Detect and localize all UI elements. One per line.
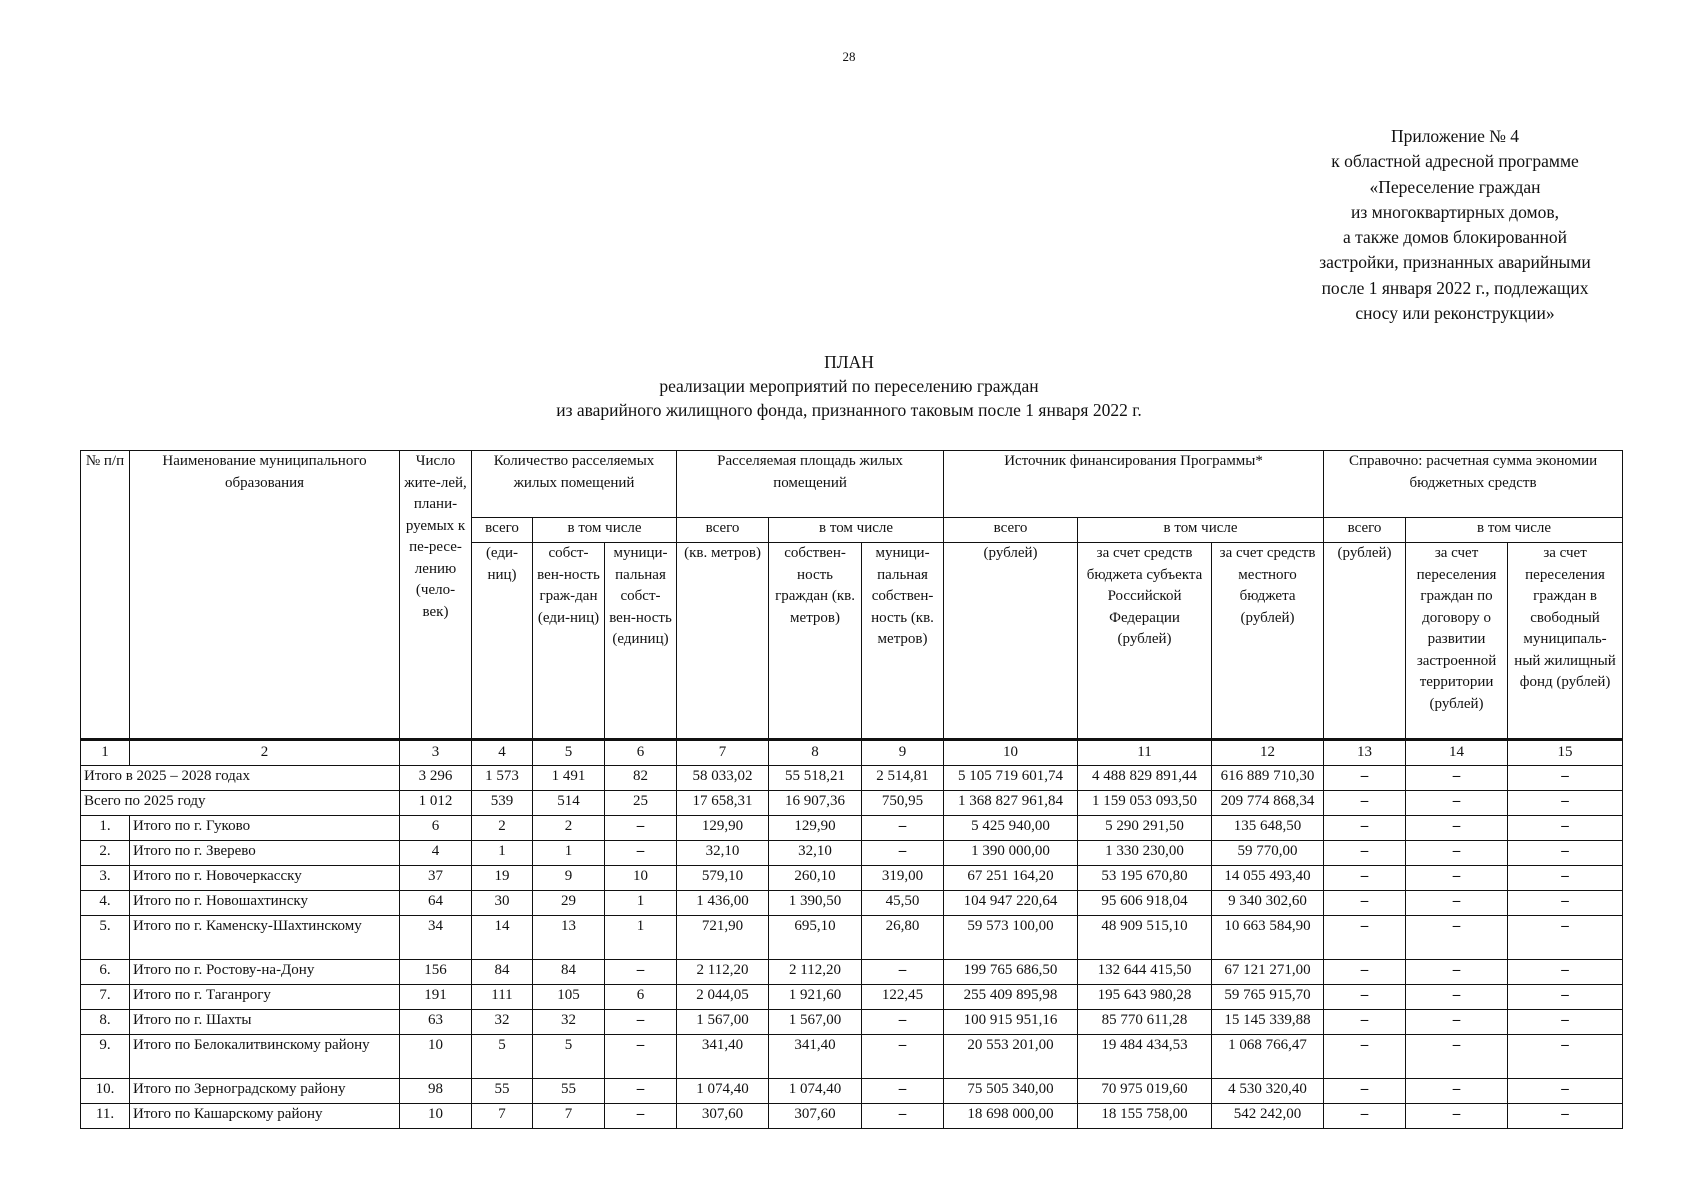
table-cell: 1	[605, 916, 677, 960]
plan-title: ПЛАН	[824, 352, 874, 372]
row-number: 3.	[81, 866, 130, 891]
table-cell: 2 112,20	[769, 960, 862, 985]
table-cell: 85 770 611,28	[1078, 1010, 1212, 1035]
table-cell: –	[1508, 766, 1623, 791]
table-cell: 84	[472, 960, 533, 985]
table-cell: 319,00	[862, 866, 944, 891]
appendix-header	[1290, 124, 1620, 326]
header-savings-total: всего	[1324, 518, 1406, 543]
header-savings-group: Справочно: расчетная сумма экономии бюджетных средств	[1324, 451, 1623, 518]
municipality-name: Итого по г. Ростову-на-Дону	[130, 960, 400, 985]
row-number: 10.	[81, 1079, 130, 1104]
table-cell: 1 074,40	[677, 1079, 769, 1104]
table-cell: 1	[472, 841, 533, 866]
plan-subtitle: из аварийного жилищного фонда, признанного таковым после 1 января 2022 г.	[556, 400, 1142, 420]
table-cell: 6	[400, 816, 472, 841]
table-cell: 100 915 951,16	[944, 1010, 1078, 1035]
table-cell: 129,90	[769, 816, 862, 841]
appendix-line: а также домов блокированной	[1342, 227, 1568, 248]
table-cell: 341,40	[677, 1035, 769, 1079]
appendix-line: «Переселение граждан	[1369, 176, 1541, 197]
table-cell: 10	[400, 1104, 472, 1129]
table-cell: 2 112,20	[677, 960, 769, 985]
header-finance-local: за счет средств местного бюджета (рублей)	[1212, 543, 1324, 740]
table-cell: 5	[533, 1035, 605, 1079]
table-cell: 4	[400, 841, 472, 866]
table-cell: –	[1406, 841, 1508, 866]
table-cell: 1 368 827 961,84	[944, 791, 1078, 816]
table-cell: –	[1324, 916, 1406, 960]
table-cell: –	[1324, 1010, 1406, 1035]
table-body	[81, 740, 1623, 1129]
municipality-name: Итого по г. Гуково	[130, 816, 400, 841]
municipality-name: Итого по Зерноградскому району	[130, 1079, 400, 1104]
table-cell: 59 765 915,70	[1212, 985, 1324, 1010]
table-cell: 1 330 230,00	[1078, 841, 1212, 866]
table-cell: –	[862, 1104, 944, 1129]
table-cell: –	[1406, 791, 1508, 816]
table-cell: 10 663 584,90	[1212, 916, 1324, 960]
table-cell: –	[862, 816, 944, 841]
table-cell: –	[605, 1104, 677, 1129]
table-cell: –	[1508, 791, 1623, 816]
table-cell: –	[1406, 985, 1508, 1010]
municipality-name: Итого по г. Зверево	[130, 841, 400, 866]
table-cell: 63	[400, 1010, 472, 1035]
appendix-line: застройки, признанных аварийными	[1319, 252, 1591, 273]
table-cell: –	[1324, 985, 1406, 1010]
header-residents: Число жите-лей, плани-руемых к пе-ресе-лению (чело-век)	[400, 451, 472, 740]
table-cell: 20 553 201,00	[944, 1035, 1078, 1079]
table-cell: 45,50	[862, 891, 944, 916]
table-cell: –	[1508, 1035, 1623, 1079]
table-cell: 209 774 868,34	[1212, 791, 1324, 816]
table-row	[81, 1035, 1623, 1079]
table-cell: 255 409 895,98	[944, 985, 1078, 1010]
table-cell: 4 530 320,40	[1212, 1079, 1324, 1104]
table-cell: 32	[533, 1010, 605, 1035]
municipality-name: Итого по г. Новошахтинску	[130, 891, 400, 916]
table-cell: –	[862, 841, 944, 866]
table-cell: –	[862, 960, 944, 985]
header-savings-units: (рублей)	[1324, 543, 1406, 740]
table-cell: 30	[472, 891, 533, 916]
table-cell: 19 484 434,53	[1078, 1035, 1212, 1079]
table-cell: –	[1406, 1104, 1508, 1129]
table-cell: –	[1508, 916, 1623, 960]
appendix-line: Приложение № 4	[1390, 126, 1520, 146]
table-cell: 104 947 220,64	[944, 891, 1078, 916]
table-cell: 6	[605, 985, 677, 1010]
table-cell: 59 770,00	[1212, 841, 1324, 866]
table-cell: 58 033,02	[677, 766, 769, 791]
table-cell: 19	[472, 866, 533, 891]
table-row	[81, 1010, 1623, 1035]
table-cell: 616 889 710,30	[1212, 766, 1324, 791]
table-cell: 579,10	[677, 866, 769, 891]
table-cell: 1	[533, 841, 605, 866]
table-cell: 5 105 719 601,74	[944, 766, 1078, 791]
table-cell: 307,60	[769, 1104, 862, 1129]
table-cell: 105	[533, 985, 605, 1010]
header-finance-including: в том числе	[1078, 518, 1324, 543]
table-cell: 18 155 758,00	[1078, 1104, 1212, 1129]
header-area-including: в том числе	[769, 518, 944, 543]
table-cell: 191	[400, 985, 472, 1010]
table-row	[81, 1079, 1623, 1104]
table-cell: 53 195 670,80	[1078, 866, 1212, 891]
table-cell: 14 055 493,40	[1212, 866, 1324, 891]
table-cell: –	[1324, 960, 1406, 985]
table-cell: 14	[472, 916, 533, 960]
column-number: 5	[533, 740, 605, 766]
column-number: 6	[605, 740, 677, 766]
table-cell: 721,90	[677, 916, 769, 960]
municipality-name: Итого по г. Каменску-Шахтинскому	[130, 916, 400, 960]
municipality-name: Итого по Кашарскому району	[130, 1104, 400, 1129]
header-count-total: всего	[472, 518, 533, 543]
column-number: 12	[1212, 740, 1324, 766]
table-cell: 1 491	[533, 766, 605, 791]
table-cell: –	[1508, 1104, 1623, 1129]
table-cell: 17 658,31	[677, 791, 769, 816]
table-cell: 2	[472, 816, 533, 841]
table-cell: 2	[533, 816, 605, 841]
column-number: 14	[1406, 740, 1508, 766]
header-count-units: (еди-ниц)	[472, 543, 533, 740]
table-cell: 67 251 164,20	[944, 866, 1078, 891]
table-cell: –	[1324, 791, 1406, 816]
table-cell: 3 296	[400, 766, 472, 791]
column-number: 11	[1078, 740, 1212, 766]
table-cell: 16 907,36	[769, 791, 862, 816]
table-cell: 199 765 686,50	[944, 960, 1078, 985]
appendix-line: сносу или реконструкции»	[1355, 303, 1555, 324]
table-cell: 9	[533, 866, 605, 891]
column-number: 3	[400, 740, 472, 766]
table-row	[81, 816, 1623, 841]
header-count-including: в том числе	[533, 518, 677, 543]
table-cell: 122,45	[862, 985, 944, 1010]
header-finance-group: Источник финансирования Программы*	[944, 451, 1324, 518]
table-cell: 1 567,00	[769, 1010, 862, 1035]
table-cell: 1 012	[400, 791, 472, 816]
table-cell: 32,10	[769, 841, 862, 866]
table-cell: –	[605, 1010, 677, 1035]
table-cell: 59 573 100,00	[944, 916, 1078, 960]
table-cell: 82	[605, 766, 677, 791]
table-cell: 1 921,60	[769, 985, 862, 1010]
table-cell: 2 514,81	[862, 766, 944, 791]
table-cell: 2 044,05	[677, 985, 769, 1010]
table-cell: –	[1508, 1010, 1623, 1035]
table-cell: –	[1324, 1035, 1406, 1079]
table-cell: 75 505 340,00	[944, 1079, 1078, 1104]
table-cell: 70 975 019,60	[1078, 1079, 1212, 1104]
table-cell: –	[1324, 866, 1406, 891]
header-num: № п/п	[81, 451, 130, 740]
appendix-line: к областной адресной программе	[1331, 151, 1579, 172]
table-cell: –	[1508, 1079, 1623, 1104]
table-cell: 1 390,50	[769, 891, 862, 916]
table-cell: –	[862, 1079, 944, 1104]
table-cell: 260,10	[769, 866, 862, 891]
table-cell: –	[862, 1035, 944, 1079]
table-cell: –	[1324, 841, 1406, 866]
column-number: 1	[81, 740, 130, 766]
table-cell: 5 425 940,00	[944, 816, 1078, 841]
header-area-total: всего	[677, 518, 769, 543]
header-savings-free-fund: за счет переселения граждан в свободный муниципаль-ный жилищный фонд (рублей)	[1508, 543, 1623, 740]
table-cell: 1 074,40	[769, 1079, 862, 1104]
table-cell: 341,40	[769, 1035, 862, 1079]
table-cell: –	[1324, 891, 1406, 916]
table-row	[81, 916, 1623, 960]
table-cell: 1 567,00	[677, 1010, 769, 1035]
table-cell: –	[1508, 816, 1623, 841]
summary-label: Всего по 2025 году	[81, 791, 400, 816]
column-number: 7	[677, 740, 769, 766]
table-cell: –	[1406, 866, 1508, 891]
table-cell: 9 340 302,60	[1212, 891, 1324, 916]
table-cell: 695,10	[769, 916, 862, 960]
table-cell: 1 390 000,00	[944, 841, 1078, 866]
row-number: 9.	[81, 1035, 130, 1079]
table-cell: 98	[400, 1079, 472, 1104]
table-cell: 95 606 918,04	[1078, 891, 1212, 916]
table-row	[81, 841, 1623, 866]
header-finance-units: (рублей)	[944, 543, 1078, 740]
row-number: 5.	[81, 916, 130, 960]
plan-subtitle: реализации мероприятий по переселению граждан	[659, 376, 1039, 396]
table-cell: 514	[533, 791, 605, 816]
row-number: 1.	[81, 816, 130, 841]
municipality-name: Итого по г. Шахты	[130, 1010, 400, 1035]
column-number: 2	[130, 740, 400, 766]
table-cell: –	[1406, 891, 1508, 916]
table-cell: 1 159 053 093,50	[1078, 791, 1212, 816]
summary-row	[81, 791, 1623, 816]
table-cell: –	[1324, 816, 1406, 841]
row-number: 8.	[81, 1010, 130, 1035]
table-cell: –	[605, 816, 677, 841]
table-cell: 13	[533, 916, 605, 960]
table-cell: –	[1508, 985, 1623, 1010]
table-cell: 135 648,50	[1212, 816, 1324, 841]
header-finance-total: всего	[944, 518, 1078, 543]
table-cell: 7	[533, 1104, 605, 1129]
table-cell: –	[1508, 960, 1623, 985]
column-number: 15	[1508, 740, 1623, 766]
table-cell: 15 145 339,88	[1212, 1010, 1324, 1035]
table-row	[81, 866, 1623, 891]
table-cell: –	[1324, 766, 1406, 791]
table-cell: –	[1406, 916, 1508, 960]
table-cell: 29	[533, 891, 605, 916]
table-cell: 64	[400, 891, 472, 916]
header-finance-federal: за счет средств бюджета субъекта Российской Федерации (рублей)	[1078, 543, 1212, 740]
table-cell: –	[1406, 1079, 1508, 1104]
row-number: 6.	[81, 960, 130, 985]
table-cell: 84	[533, 960, 605, 985]
header-area-units: (кв. метров)	[677, 543, 769, 740]
table-cell: 542 242,00	[1212, 1104, 1324, 1129]
table-cell: 307,60	[677, 1104, 769, 1129]
table-row	[81, 1104, 1623, 1129]
row-number: 11.	[81, 1104, 130, 1129]
column-number: 13	[1324, 740, 1406, 766]
table-row	[81, 891, 1623, 916]
table-cell: 55	[533, 1079, 605, 1104]
column-number: 9	[862, 740, 944, 766]
table-cell: –	[1406, 816, 1508, 841]
column-numbers-row	[81, 740, 1623, 766]
column-number: 4	[472, 740, 533, 766]
table-cell: 55 518,21	[769, 766, 862, 791]
table-cell: –	[1406, 1010, 1508, 1035]
appendix-line: из многоквартирных домов,	[1351, 201, 1559, 222]
table-cell: 48 909 515,10	[1078, 916, 1212, 960]
table-row	[81, 960, 1623, 985]
table-cell: 4 488 829 891,44	[1078, 766, 1212, 791]
row-number: 4.	[81, 891, 130, 916]
table-cell: –	[1406, 960, 1508, 985]
header-area-municipal: муници-пальная собствен-ность (кв. метров)	[862, 543, 944, 740]
table-cell: 156	[400, 960, 472, 985]
header-count-municipal: муници-пальная собст-вен-ность (единиц)	[605, 543, 677, 740]
row-number: 7.	[81, 985, 130, 1010]
table-cell: 195 643 980,28	[1078, 985, 1212, 1010]
municipality-name: Итого по г. Новочеркасску	[130, 866, 400, 891]
table-cell: 10	[605, 866, 677, 891]
table-cell: 1	[605, 891, 677, 916]
plan-table	[80, 450, 1623, 1129]
table-cell: 32,10	[677, 841, 769, 866]
table-cell: 55	[472, 1079, 533, 1104]
table-cell: 132 644 415,50	[1078, 960, 1212, 985]
table-cell: –	[1406, 766, 1508, 791]
page-number: 28	[842, 49, 856, 64]
table-cell: 111	[472, 985, 533, 1010]
table-cell: –	[862, 1010, 944, 1035]
summary-label: Итого в 2025 – 2028 годах	[81, 766, 400, 791]
table-cell: 34	[400, 916, 472, 960]
table-cell: –	[1508, 891, 1623, 916]
table-cell: –	[1508, 866, 1623, 891]
table-cell: 5 290 291,50	[1078, 816, 1212, 841]
table-cell: 18 698 000,00	[944, 1104, 1078, 1129]
appendix-line: после 1 января 2022 г., подлежащих	[1321, 277, 1589, 298]
municipality-name: Итого по Белокалитвинскому району	[130, 1035, 400, 1079]
table-cell: –	[605, 841, 677, 866]
row-number: 2.	[81, 841, 130, 866]
table-row	[81, 985, 1623, 1010]
table-cell: 37	[400, 866, 472, 891]
table-cell: –	[605, 1035, 677, 1079]
table-cell: –	[1324, 1079, 1406, 1104]
table-cell: 5	[472, 1035, 533, 1079]
table-cell: –	[605, 960, 677, 985]
municipality-name: Итого по г. Таганрогу	[130, 985, 400, 1010]
table-cell: 750,95	[862, 791, 944, 816]
column-number: 8	[769, 740, 862, 766]
table-header	[81, 451, 1623, 740]
header-count-private: собст-вен-ность граж-дан (еди-ниц)	[533, 543, 605, 740]
header-savings-development: за счет переселения граждан по договору о развитии застроенной территории (рублей)	[1406, 543, 1508, 740]
table-cell: 1 573	[472, 766, 533, 791]
table-cell: –	[605, 1079, 677, 1104]
header-area-private: собствен-ность граждан (кв. метров)	[769, 543, 862, 740]
summary-row	[81, 766, 1623, 791]
table-cell: 7	[472, 1104, 533, 1129]
column-number: 10	[944, 740, 1078, 766]
table-cell: 539	[472, 791, 533, 816]
table-cell: 129,90	[677, 816, 769, 841]
plan-title-block	[0, 350, 1698, 422]
table-cell: 1 068 766,47	[1212, 1035, 1324, 1079]
header-savings-including: в том числе	[1406, 518, 1623, 543]
header-count-group: Количество расселяемых жилых помещений	[472, 451, 677, 518]
table-cell: 25	[605, 791, 677, 816]
table-cell: –	[1508, 841, 1623, 866]
table-cell: 26,80	[862, 916, 944, 960]
table-cell: –	[1406, 1035, 1508, 1079]
table-cell: 32	[472, 1010, 533, 1035]
table-cell: –	[1324, 1104, 1406, 1129]
table-cell: 10	[400, 1035, 472, 1079]
table-cell: 1 436,00	[677, 891, 769, 916]
header-area-group: Расселяемая площадь жилых помещений	[677, 451, 944, 518]
table-cell: 67 121 271,00	[1212, 960, 1324, 985]
header-name: Наименование муниципального образования	[130, 451, 400, 740]
